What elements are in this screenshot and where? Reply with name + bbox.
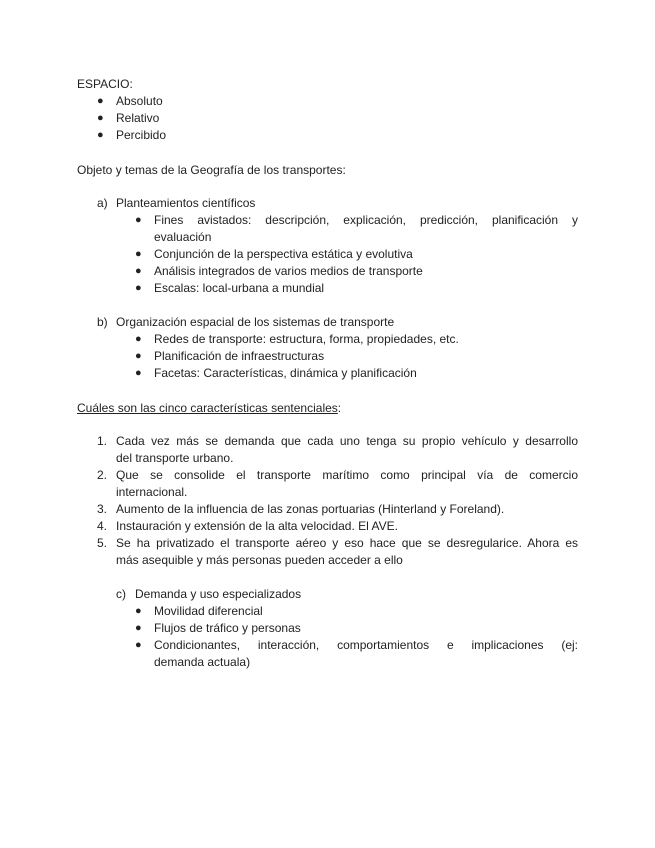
section-a-item-conjuncion: Conjunción de la perspectiva estática y evolutiva [154,247,413,261]
bullet-icon: ● [135,214,142,226]
caracteristica-1-line-2: del transporte urbano. [116,451,234,465]
numbered-marker: 5. [97,536,108,550]
bullet-icon: ● [135,622,142,634]
bullet-icon: ● [97,129,104,141]
espacio-item-relativo: Relativo [116,111,160,125]
bullet-icon: ● [135,248,142,260]
bullet-icon: ● [97,112,104,124]
numbered-marker: 3. [97,502,108,516]
caracteristica-5-line-1: Se ha privatizado el transporte aéreo y eso hace que se desregularice. Ahora es [116,536,578,550]
bullet-icon: ● [135,367,142,379]
bullet-icon: ● [97,95,104,107]
espacio-item-percibido: Percibido [116,128,167,142]
espacio-item-absoluto: Absoluto [116,94,163,108]
section-a-item-fines: Fines avistados: descripción, explicación, predicción, planificación y [154,213,578,227]
espacio-title: ESPACIO: [77,77,133,91]
section-c-item-movilidad: Movilidad diferencial [154,604,263,618]
section-b-item-facetas: Facetas: Características, dinámica y planificación [154,366,417,380]
section-a-marker: a) [97,196,108,210]
section-b-marker: b) [97,315,108,329]
section-c-title: Demanda y uso especializados [135,587,302,601]
caracteristica-1-line-1: Cada vez más se demanda que cada uno tenga su propio vehículo y desarrollo [116,434,578,448]
objeto-heading: Objeto y temas de la Geografía de los transportes: [77,163,346,177]
section-c-item-flujos: Flujos de tráfico y personas [154,621,301,635]
caracteristicas-heading-text: Cuáles son las cinco características sentenciales [77,401,338,415]
section-b-item-planificacion: Planificación de infraestructuras [154,349,325,363]
section-a-item-analisis: Análisis integrados de varios medios de transporte [154,264,423,278]
bullet-icon: ● [135,639,142,651]
caracteristicas-heading-colon: : [337,401,342,415]
caracteristica-5-line-2: más asequible y más personas pueden acceder a ello [116,553,403,567]
numbered-marker: 2. [97,468,108,482]
bullet-icon: ● [135,350,142,362]
section-a-item-fines-cont: evaluación [154,230,212,244]
caracteristica-2-line-2: internacional. [116,485,188,499]
numbered-marker: 1. [97,434,108,448]
bullet-icon: ● [135,605,142,617]
caracteristica-2-line-1: Que se consolide el transporte marítimo como principal vía de comercio [116,468,578,482]
section-b-title: Organización espacial de los sistemas de transporte [116,315,395,329]
caracteristicas-heading [77,400,341,417]
bullet-icon: ● [135,265,142,277]
bullet-icon: ● [135,333,142,345]
caracteristica-4-line-1: Instauración y extensión de la alta velocidad. El AVE. [116,519,398,533]
bullet-icon: ● [135,282,142,294]
section-c-item-condicionantes: Condicionantes, interacción, comportamientos e implicaciones (ej: [154,638,578,652]
section-c-marker: c) [116,587,126,601]
numbered-marker: 4. [97,519,108,533]
section-a-item-escalas: Escalas: local-urbana a mundial [154,281,325,295]
section-c-item-condicionantes-cont: demanda actuala) [154,655,251,669]
section-b-item-redes: Redes de transporte: estructura, forma, propiedades, etc. [154,332,459,346]
caracteristica-3-line-1: Aumento de la influencia de las zonas portuarias (Hinterland y Foreland). [116,502,505,516]
section-a-title: Planteamientos científicos [116,196,256,210]
